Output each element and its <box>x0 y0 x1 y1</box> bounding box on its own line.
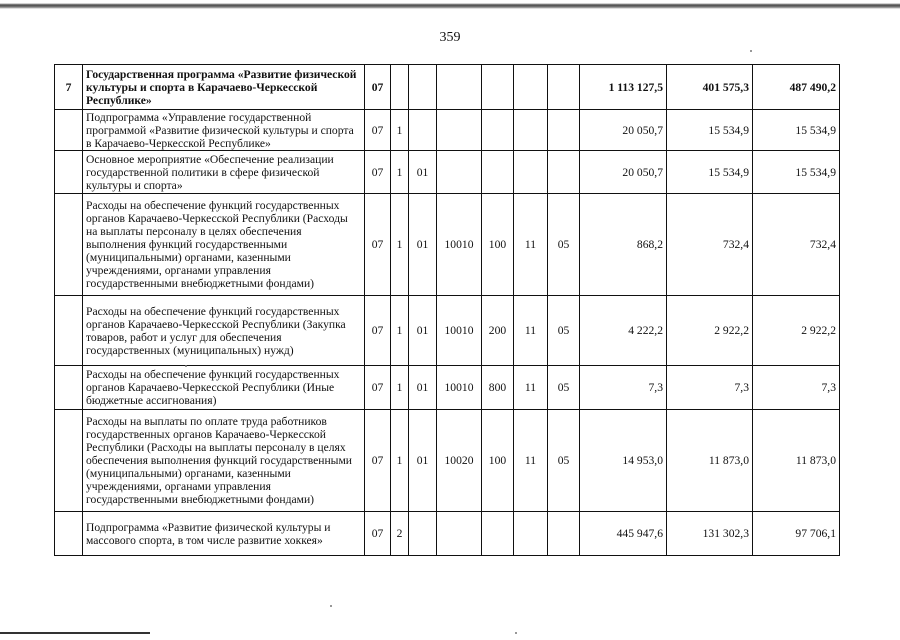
row-number <box>55 366 83 410</box>
code-program: 1 <box>391 110 409 151</box>
code-expense-type <box>482 110 514 151</box>
code-program: 1 <box>391 296 409 366</box>
code-expense-type: 800 <box>482 366 514 410</box>
table-row <box>55 65 840 110</box>
code-subprogram: 01 <box>409 366 437 410</box>
code-group <box>514 512 548 556</box>
amount-year-1: 868,2 <box>580 194 667 296</box>
amount-year-2: 732,4 <box>667 194 753 296</box>
code-group: 11 <box>514 296 548 366</box>
code-section: 07 <box>365 366 391 410</box>
code-subgroup <box>548 151 580 194</box>
row-number <box>55 296 83 366</box>
code-group: 11 <box>514 366 548 410</box>
code-subprogram: 01 <box>409 410 437 512</box>
code-section: 07 <box>365 65 391 110</box>
code-program: 1 <box>391 366 409 410</box>
code-expense-type: 100 <box>482 410 514 512</box>
row-number <box>55 151 83 194</box>
scan-bottom-rule <box>0 632 150 634</box>
code-subgroup <box>548 512 580 556</box>
amount-year-3: 7,3 <box>753 366 840 410</box>
amount-year-2: 15 534,9 <box>667 151 753 194</box>
code-target: 10010 <box>437 194 482 296</box>
code-program: 2 <box>391 512 409 556</box>
code-section: 07 <box>365 410 391 512</box>
code-target <box>437 110 482 151</box>
amount-year-1: 1 113 127,5 <box>580 65 667 110</box>
row-name: Расходы на обеспечение функций государственных органов Карачаево-Черкесской Республики (Иные бюджетные ассигнования) <box>83 366 365 410</box>
scan-speck <box>330 605 332 607</box>
amount-year-2: 401 575,3 <box>667 65 753 110</box>
amount-year-1: 20 050,7 <box>580 151 667 194</box>
code-group: 11 <box>514 410 548 512</box>
page-number: 359 <box>439 30 461 45</box>
amount-year-3: 487 490,2 <box>753 65 840 110</box>
row-name: Основное мероприятие «Обеспечение реализации государственной политики в сфере физической культуры и спорта» <box>83 151 365 194</box>
budget-table <box>54 64 840 556</box>
table-row <box>55 110 840 151</box>
code-program <box>391 65 409 110</box>
amount-year-1: 4 222,2 <box>580 296 667 366</box>
code-subgroup: 05 <box>548 296 580 366</box>
code-program: 1 <box>391 194 409 296</box>
amount-year-2: 15 534,9 <box>667 110 753 151</box>
code-subgroup: 05 <box>548 194 580 296</box>
code-subprogram: 01 <box>409 151 437 194</box>
row-number <box>55 194 83 296</box>
code-target <box>437 512 482 556</box>
amount-year-3: 97 706,1 <box>753 512 840 556</box>
row-number <box>55 110 83 151</box>
code-section: 07 <box>365 512 391 556</box>
code-expense-type <box>482 512 514 556</box>
code-target: 10010 <box>437 366 482 410</box>
row-name: Подпрограмма «Управление государственной программой «Развитие физической культуры и спорта в Карачаево-Черкесской Республике» <box>83 110 365 151</box>
code-program: 1 <box>391 151 409 194</box>
scan-edge-shadow <box>0 0 900 9</box>
code-group <box>514 65 548 110</box>
row-name: Расходы на обеспечение функций государственных органов Карачаево-Черкесской Республики (Расходы на выплаты персоналу в целях обеспечения выполнения функций государственными (муниципальными) органами, казенными учреждениями, органами управления государственными внебюджетными фондами) <box>83 194 365 296</box>
amount-year-3: 732,4 <box>753 194 840 296</box>
code-subgroup: 05 <box>548 410 580 512</box>
scan-speck <box>515 632 517 634</box>
code-target <box>437 151 482 194</box>
code-subprogram: 01 <box>409 296 437 366</box>
code-expense-type <box>482 151 514 194</box>
code-group: 11 <box>514 194 548 296</box>
table-row <box>55 296 840 366</box>
table-row <box>55 366 840 410</box>
row-number <box>55 512 83 556</box>
code-expense-type: 100 <box>482 194 514 296</box>
code-subgroup <box>548 110 580 151</box>
table-row <box>55 151 840 194</box>
code-expense-type <box>482 65 514 110</box>
code-subprogram <box>409 512 437 556</box>
row-name: Государственная программа «Развитие физической культуры и спорта в Карачаево-Черкесской Республике» <box>83 65 365 110</box>
code-subgroup: 05 <box>548 366 580 410</box>
amount-year-3: 15 534,9 <box>753 110 840 151</box>
code-subprogram: 01 <box>409 194 437 296</box>
code-target: 10020 <box>437 410 482 512</box>
code-section: 07 <box>365 151 391 194</box>
code-subprogram <box>409 65 437 110</box>
row-name: Расходы на выплаты по оплате труда работников государственных органов Карачаево-Черкесской Республики (Расходы на выплаты персоналу в целях обеспечения выполнения функций государственными (муниципальными) органами, казенными учреждениями, органами управления государственными внебюджетными фондами) <box>83 410 365 512</box>
amount-year-3: 2 922,2 <box>753 296 840 366</box>
code-subgroup <box>548 65 580 110</box>
code-subprogram <box>409 110 437 151</box>
row-number <box>55 410 83 512</box>
row-name: Расходы на обеспечение функций государственных органов Карачаево-Черкесской Республики (Закупка товаров, работ и услуг для обеспечения государственных (муниципальных) нужд) <box>83 296 365 366</box>
scan-speck <box>185 365 187 367</box>
amount-year-3: 11 873,0 <box>753 410 840 512</box>
row-number: 7 <box>55 65 83 110</box>
amount-year-2: 2 922,2 <box>667 296 753 366</box>
amount-year-1: 14 953,0 <box>580 410 667 512</box>
amount-year-1: 20 050,7 <box>580 110 667 151</box>
amount-year-1: 7,3 <box>580 366 667 410</box>
amount-year-3: 15 534,9 <box>753 151 840 194</box>
amount-year-2: 11 873,0 <box>667 410 753 512</box>
table-row <box>55 512 840 556</box>
scan-speck <box>750 50 752 52</box>
amount-year-1: 445 947,6 <box>580 512 667 556</box>
table-row <box>55 194 840 296</box>
code-group <box>514 110 548 151</box>
code-expense-type: 200 <box>482 296 514 366</box>
amount-year-2: 7,3 <box>667 366 753 410</box>
code-section: 07 <box>365 110 391 151</box>
code-section: 07 <box>365 194 391 296</box>
code-target <box>437 65 482 110</box>
code-section: 07 <box>365 296 391 366</box>
table-row <box>55 410 840 512</box>
code-group <box>514 151 548 194</box>
code-program: 1 <box>391 410 409 512</box>
row-name: Подпрограмма «Развитие физической культуры и массового спорта, в том числе развитие хоккея» <box>83 512 365 556</box>
code-target: 10010 <box>437 296 482 366</box>
amount-year-2: 131 302,3 <box>667 512 753 556</box>
